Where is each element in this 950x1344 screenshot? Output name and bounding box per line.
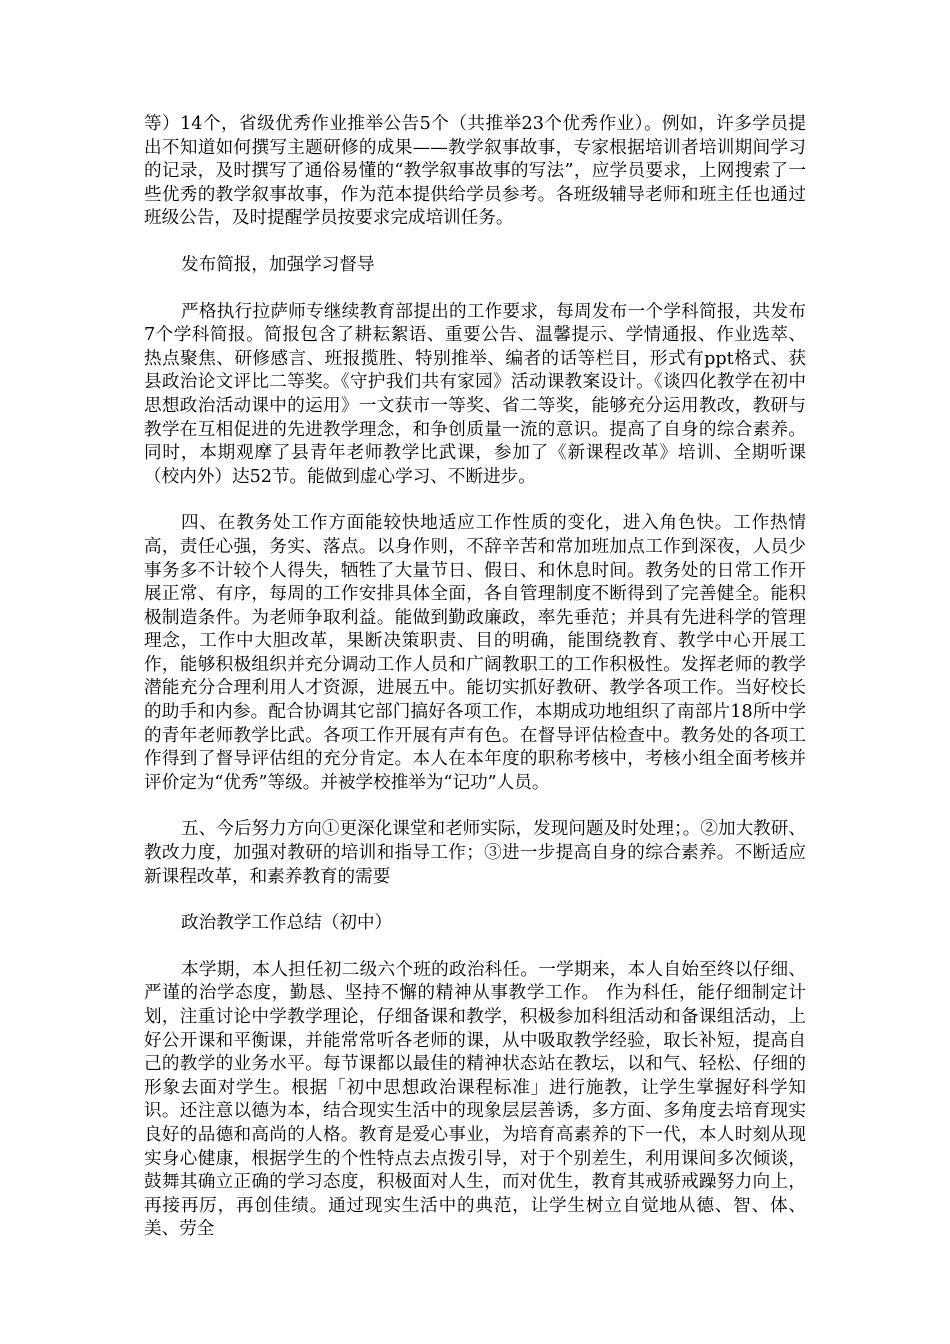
paragraph-bulletin-details: 严格执行拉萨师专继续教育部提出的工作要求，每周发布一个学科简报，共发布7个学科简报。简报包含了耕耘絮语、重要公告、温馨提示、学情通报、作业选萃、热点聚焦、研修感言、班报揽胜、特别推举、编者的话等栏目，形式有ppt格式、获县政治论文评比二等奖。《守护我们共有家园》活动课教案设计。《谈四化教学在初中思想政治活动课中的运用》一文获市一等奖、省二等奖，能够充分运用教改，教研与教学在互相促进的先进教学理念，和争创质量一流的意识。提高了自身的综合素养。同时，本期观摩了县青年老师教学比武课，参加了《新课程改革》培训、全期听课（校内外）达52节。能做到虚心学习、不断进步。 xyxy=(144,301,806,487)
paragraph-future-direction: 五、今后努力方向①更深化课堂和老师实际，发现问题及时处理；。②加大教研、教改力度，加强对教研的培训和指导工作；③进一步提高自身的综合素养。不断适应新课程改革，和素养教育的需要 xyxy=(144,819,806,887)
document-page xyxy=(144,113,806,1265)
paragraph-training-tasks: 等）14个，省级优秀作业推举公告5个（共推举23个优秀作业）。例如，许多学员提出不知道如何撰写主题研修的成果——教学叙事故事，专家根据培训者培训期间学习的记录，及时撰写了通俗易懂的“教学叙事故事的写法”，应学员要求，上网搜索了一些优秀的教学叙事故事，作为范本提供给学员参考。各班级辅导老师和班主任也通过班级公告，及时提醒学员按要求完成培训任务。 xyxy=(144,114,806,229)
paragraph-semester-summary: 本学期，本人担任初二级六个班的政治科任。一学期来，本人自始至终以仔细、严谨的治学态度，勤恳、坚持不懈的精神从事教学工作。 作为科任，能仔细制定计划，注重讨论中学教学理论，仔细备课和教学，积极参加科组活动和备课组活动，上好公开课和平衡课，并能常常听各老师的课，从中吸取教学经验，取长补短，提高自己的教学的业务水平。每节课都以最佳的精神状态站在教坛，以和气、轻松、仔细的形象去面对学生。根据「初中思想政治课程标准」进行施教，让学生掌握好科学知识。还注意以德为本，结合现实生活中的现象层层善诱，多方面、多角度去培育现实良好的品德和高尚的人格。教育是爱心事业，为培育高素养的下一代，本人时刻从现实身心健康，根据学生的个性特点去点拨引导，对于个别差生，利用课间多次倾谈，鼓舞其确立正确的学习态度，积极面对人生，而对优生，教育其戒骄戒躁努力向上，再接再厉，再创佳绩。通过现实生活中的典范，让学生树立自觉地从德、智、体、美、劳全 xyxy=(144,959,806,1240)
section-title-politics-summary: 政治教学工作总结（初中） xyxy=(181,913,393,934)
paragraph-academic-affairs: 四、在教务处工作方面能较快地适应工作性质的变化，进入角色快。工作热情高，责任心强，务实、落点。以身作则，不辞辛苦和常加班加点工作到深夜，人员少事务多不计较个人得失，牺牲了大量节日、假日、和休息时间。教务处的日常工作开展正常、有序，每周的工作安排具体全面，各自管理制度不断得到了完善健全。能积极制造条件。为老师争取利益。能做到勤政廉政，率先垂范；并具有先进科学的管理理念，工作中大胆改革，果断决策职责、目的明确，能围绕教育、教学中心开展工作，能够积极组织并充分调动工作人员和广阔教职工的工作积极性。发挥老师的教学潜能充分合理利用人才资源，进展五中。能切实抓好教研、教学各项工作。当好校长的助手和内参。配合协调其它部门搞好各项工作，本期成功地组织了南部片18所中学的青年老师教学比武。各项工作开展有声有色。在督导评估检查中。教务处的各项工作得到了督导评估组的充分肯定。本人在本年度的职称考核中，考核小组全面考核并评价定为“优秀”等级。并被学校推举为“记功”人员。 xyxy=(144,513,806,793)
subheading-bulletin: 发布简报，加强学习督导 xyxy=(181,254,375,275)
